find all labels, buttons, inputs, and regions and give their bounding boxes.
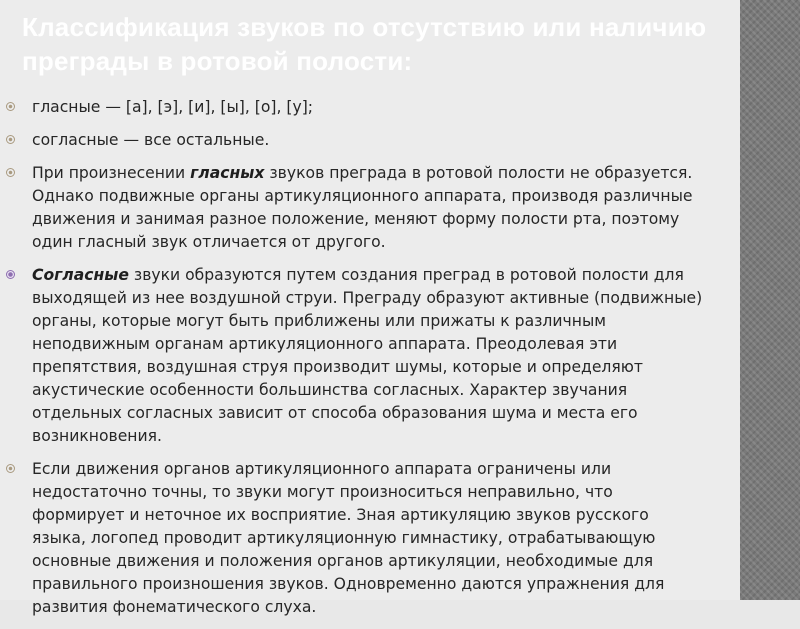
bullet-icon: [6, 168, 15, 177]
list-item: [6, 162, 706, 254]
list-item-text: гласные — [а], [э], [и], [ы], [о], [у];: [32, 98, 314, 116]
list-item: [6, 264, 706, 448]
bullet-icon: [6, 270, 15, 279]
list-item-text: Если движения органов артикуляционного аппарата ограничены или недостаточно точны, то звуки могут произноситься неправильно, что формирует и неточное их восприятие. Зная артикуляцию звуков русского языка, логопед проводит артикуляционную гимнастику, отрабатывающую основные движения и положения органов артикуляции, необходимые для правильного произношения звуков. Одновременно даются упражнения для развития фонематического слуха.: [32, 460, 665, 616]
list-item-text: согласные — все остальные.: [32, 131, 270, 149]
keyword-vowels: гласных: [190, 164, 265, 182]
decorative-side-stripe: [740, 0, 800, 600]
list-item-lead: При произнесении: [32, 164, 191, 182]
list-item-text: звуков преграда в ротовой полости не образуется. Однако подвижные органы артикуляционного аппарата, производя различные движения и занимая разное положение, меняют форму полости рта, поэтому один гласный звук отличается от другого.: [32, 164, 693, 251]
slide-title: Классификация звуков по отсутствию или наличию преграды в ротовой полости:: [22, 12, 707, 76]
bullet-icon: [6, 102, 15, 111]
list-item: [6, 129, 706, 152]
bullet-icon: [6, 464, 15, 473]
bullet-icon: [6, 135, 15, 144]
keyword-consonants: Согласные: [32, 266, 129, 284]
list-item: [6, 458, 706, 619]
list-item: [6, 96, 706, 119]
list-item-text: звуки образуются путем создания преград в ротовой полости для выходящей из нее воздушной струи. Преграду образуют активные (подвижные) органы, которые могут быть приближены или прижаты к различным неподвижным органам артикуляционного аппарата. Преодолевая эти препятствия, воздушная струя производит шумы, которые и определяют акустические особенности большинства согласных. Характер звучания отдельных согласных зависит от способа образования шума и места его возникновения.: [32, 266, 703, 445]
bullet-list: [6, 96, 706, 629]
